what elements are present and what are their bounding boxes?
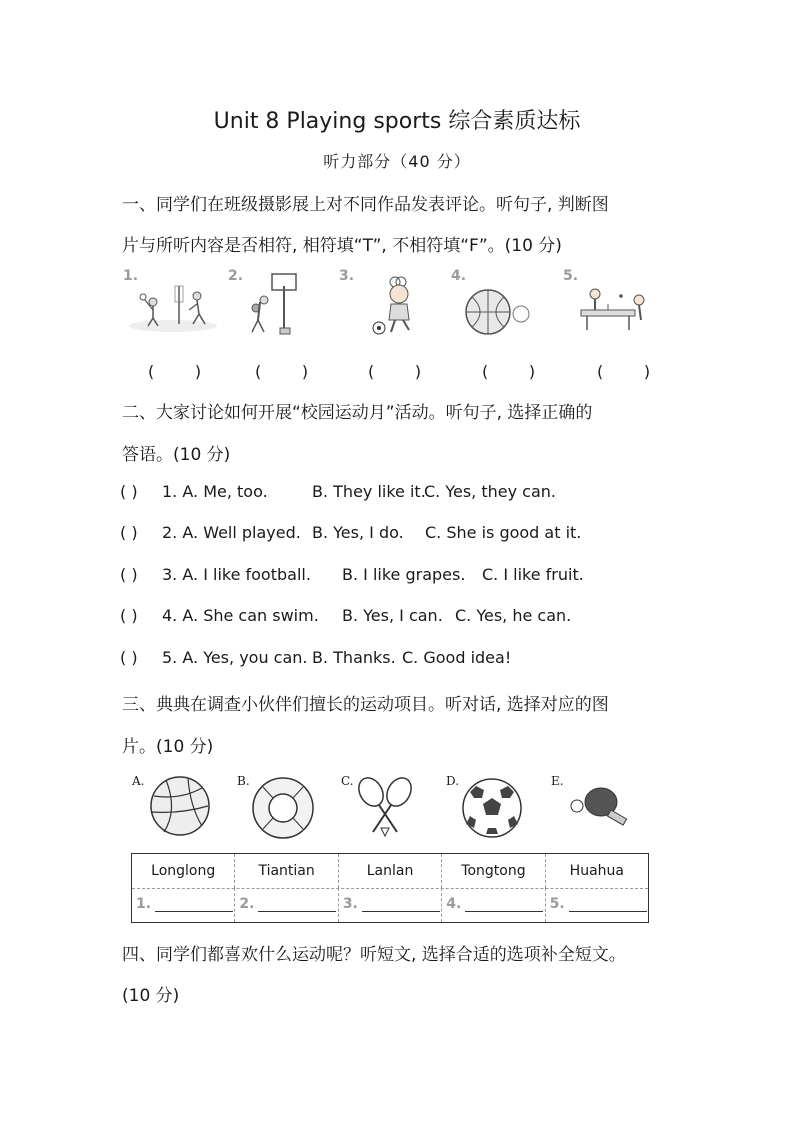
table-answer-cell[interactable]: [442, 888, 545, 922]
section2-heading-line1: 二、大家讨论如何开展“校园运动月”活动。听句子, 选择正确的: [122, 403, 593, 423]
option-b: B. Yes, I do.: [312, 523, 404, 542]
answer-paren[interactable]: ( ): [120, 606, 138, 625]
section4-heading-line2: (10 分): [122, 986, 180, 1006]
picture-number: 1.: [123, 268, 139, 284]
section3-picture-e: [551, 770, 631, 842]
page-title: Unit 8 Playing sports 综合素质达标: [213, 109, 581, 134]
answer-underline[interactable]: [258, 897, 336, 912]
question-row-5: [120, 648, 511, 667]
option-c: C. Yes, he can.: [455, 606, 572, 625]
section4-heading-line1: 四、同学们都喜欢什么运动呢？听短文, 选择合适的选项补全短文。: [122, 945, 626, 965]
picture-number: 4.: [451, 268, 467, 284]
option-b: B. Thanks.: [312, 648, 396, 667]
blank-number: 3.: [342, 896, 358, 912]
table-answer-cell[interactable]: [132, 888, 235, 922]
section3-heading-line1: 三、典典在调查小伙伴们擅长的运动项目。听对话, 选择对应的图: [122, 695, 609, 715]
blank-number: 4.: [446, 896, 462, 912]
picture-number: 3.: [339, 268, 355, 284]
section3-picture-d: [446, 770, 526, 842]
table-header-cell: Tiantian: [235, 854, 338, 888]
section1-picture-4: [451, 268, 547, 338]
section1-picture-2: [228, 268, 324, 338]
picture-label: A.: [132, 774, 145, 788]
answer-underline[interactable]: [362, 897, 440, 912]
table-header-row: [132, 854, 648, 889]
section1-heading-line2: 片与所听内容是否相符, 相符填“T”, 不相符填“F”。(10 分): [122, 236, 562, 256]
table-header-cell: Lanlan: [339, 854, 442, 888]
section3-heading-line2: 片。(10 分): [122, 737, 214, 757]
table-header-cell: Huahua: [569, 863, 624, 879]
section1-picture-3: [339, 268, 435, 338]
table-header-cell: Tongtong: [442, 854, 545, 888]
option-c: C. Good idea!: [402, 648, 512, 667]
answer-underline[interactable]: [465, 897, 543, 912]
picture-number: 5.: [563, 268, 579, 284]
picture-number: 2.: [228, 268, 244, 284]
option-a: 1. A. Me, too.: [162, 482, 268, 501]
option-b: B. Yes, I can.: [342, 606, 443, 625]
answer-paren[interactable]: ( ): [120, 565, 138, 584]
option-c: C. She is good at it.: [425, 523, 582, 542]
picture-label: E.: [551, 774, 564, 788]
answer-blank-5[interactable]: ( ): [597, 362, 651, 381]
picture-label: D.: [446, 774, 460, 788]
blank-number: 5.: [549, 896, 565, 912]
answer-blank-2[interactable]: ( ): [255, 362, 309, 381]
section3-picture-b: [237, 770, 317, 842]
table-answer-cell[interactable]: [339, 888, 442, 922]
answer-table: [131, 853, 649, 923]
table-answer-cell[interactable]: [235, 888, 338, 922]
option-a: 4. A. She can swim.: [162, 606, 319, 625]
table-answer-cell[interactable]: [546, 888, 648, 922]
option-b: B. They like it.: [312, 482, 426, 501]
picture-label: C.: [341, 774, 354, 788]
answer-paren[interactable]: ( ): [120, 482, 138, 501]
option-c: C. I like fruit.: [482, 565, 584, 584]
question-row-2: [120, 523, 581, 542]
section1-picture-5: [563, 268, 659, 338]
section2-heading-line2: 答语。(10 分): [122, 445, 231, 465]
section1-picture-1: [123, 268, 219, 338]
section3-picture-c: [341, 770, 421, 842]
answer-paren[interactable]: ( ): [120, 523, 138, 542]
answer-paren[interactable]: ( ): [120, 648, 138, 667]
section3-picture-a: [132, 770, 212, 842]
answer-blank-1[interactable]: ( ): [148, 362, 202, 381]
question-row-4: [120, 606, 571, 625]
table-header-cell: Longlong: [132, 854, 235, 888]
option-c: C. Yes, they can.: [424, 482, 556, 501]
question-row-3: [120, 565, 584, 584]
option-b: B. I like grapes.: [342, 565, 466, 584]
answer-underline[interactable]: [155, 897, 233, 912]
question-row-1: [120, 482, 556, 501]
answer-blank-3[interactable]: ( ): [368, 362, 422, 381]
option-a: 2. A. Well played.: [162, 523, 301, 542]
table-answer-row: [132, 888, 648, 922]
option-a: 5. A. Yes, you can.: [162, 648, 308, 667]
page-subtitle: 听力部分（40 分）: [323, 152, 471, 171]
option-a: 3. A. I like football.: [162, 565, 311, 584]
picture-label: B.: [237, 774, 250, 788]
section1-heading-line1: 一、同学们在班级摄影展上对不同作品发表评论。听句子, 判断图: [122, 195, 609, 215]
blank-number: 1.: [136, 896, 152, 912]
answer-blank-4[interactable]: ( ): [482, 362, 536, 381]
blank-number: 2.: [239, 896, 255, 912]
answer-underline[interactable]: [569, 897, 647, 912]
